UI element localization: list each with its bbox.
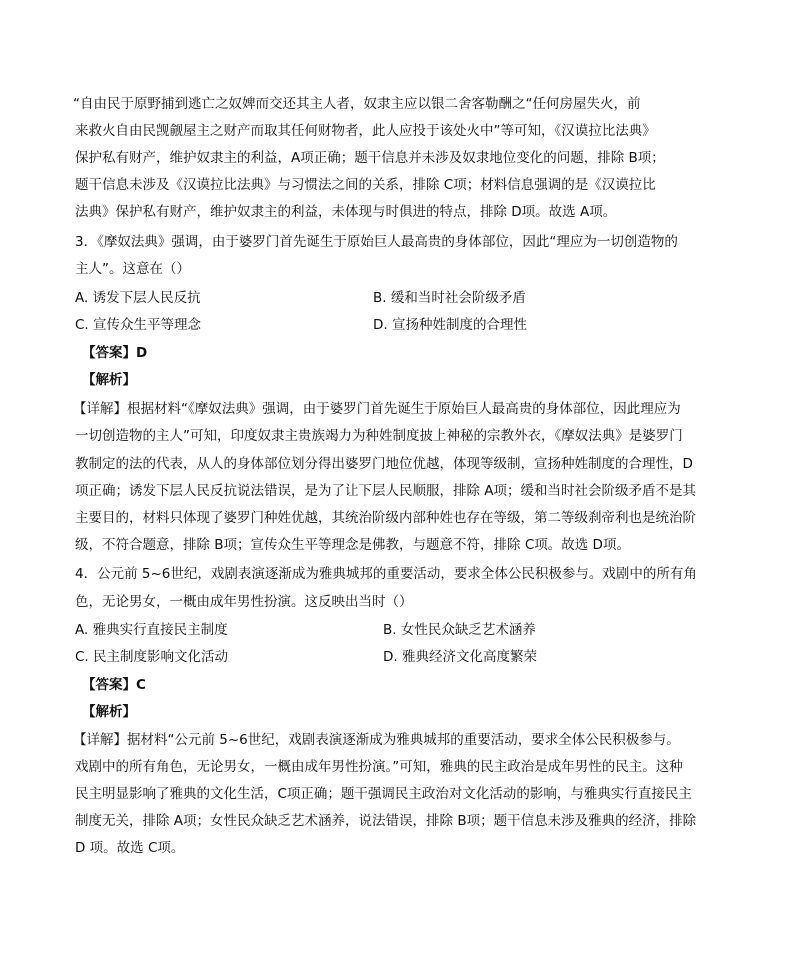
q4-stem-line-1: 4．公元前 5~6世纪，戏剧表演逐渐成为雅典城邦的重要活动，要求全体公民积极参与。戏剧中的所有角: [75, 566, 697, 582]
q3-analysis-line-5: 主要目的，材料只体现了婆罗门种姓优越，其统治阶级内部种姓也存在等级，第二等级刹帝利也是统治阶: [75, 510, 696, 526]
q4-analysis-line-5: D 项。故选 C项。: [75, 840, 185, 856]
q4-analysis-line-2: 戏剧中的所有角色，无论男女，一概由成年男性扮演。”可知，雅典的民主政治是成年男性的民主。这种: [75, 759, 683, 775]
q4-analysis-line-3: 民主明显影响了雅典的文化生活，C项正确；题干强调民主政治对文化活动的影响，与雅典实行直接民主: [75, 786, 692, 802]
intro-line-4: 题干信息未涉及《汉谟拉比法典》与习惯法之间的关系，排除 C项；材料信息强调的是《汉谟拉比: [75, 177, 656, 193]
q4-stem-line-2: 色，无论男女，一概由成年男性扮演。这反映出当时（）: [75, 594, 413, 610]
q3-analysis-line-3: 教制定的法的代表，从人的身体部位划分得出婆罗门地位优越，体现等级制，宣扬种姓制度的合理性，D: [75, 456, 693, 472]
intro-line-2: 来救火自由民觊觎屋主之财产而取其任何财物者，此人应投于该处火中”等可知，《汉谟拉比法典》: [75, 123, 656, 139]
q3-analysis-line-2: 一切创造物的主人”可知，印度奴隶主贵族竭力为种姓制度披上神秘的宗教外衣，《摩奴法典》是婆罗门: [75, 428, 683, 444]
q3-answer: 【答案】D: [82, 345, 148, 361]
q4-option-b: B. 女性民众缺乏艺术涵养: [383, 622, 536, 638]
q3-stem-line-1: 3．《摩奴法典》强调，由于婆罗门首先诞生于原始巨人最高贵的身体部位，因此“理应为一切创造物的: [75, 234, 678, 250]
q4-analysis-line-1: 【详解】据材料“公元前 5~6世纪，戏剧表演逐渐成为雅典城邦的重要活动，要求全体公民积极参与。: [73, 732, 680, 748]
intro-line-3: 保护私有财产，维护奴隶主的利益，A项正确；题干信息并未涉及奴隶地位变化的问题，排除 B项；: [75, 150, 665, 166]
q3-analysis-line-6: 级，不符合题意，排除 B项；宣传众生平等理念是佛教，与题意不符，排除 C项。故选 D项。: [75, 537, 630, 553]
q3-analysis-title: 【解析】: [82, 372, 136, 388]
q4-option-c: C. 民主制度影响文化活动: [75, 649, 229, 665]
intro-line-1: “自由民于原野捕到逃亡之奴婢而交还其主人者，奴隶主应以银二舍客勒酬之“任何房屋失火，前: [73, 96, 641, 112]
intro-line-5: 法典》保护私有财产，维护奴隶主的利益，未体现与时俱进的特点，排除 D项。故选 A项。: [75, 204, 617, 220]
q4-option-d: D. 雅典经济文化高度繁荣: [383, 649, 537, 665]
q3-option-d: D. 宣扬种姓制度的合理性: [373, 317, 527, 333]
q4-analysis-title: 【解析】: [82, 704, 136, 720]
q3-option-a: A. 诱发下层人民反抗: [75, 290, 201, 306]
q4-option-a: A. 雅典实行直接民主制度: [75, 622, 228, 638]
q3-analysis-line-1: 【详解】根据材料“《摩奴法典》强调，由于婆罗门首先诞生于原始巨人最高贵的身体部位，因此理应为: [73, 401, 681, 417]
q3-option-c: C. 宣传众生平等理念: [75, 317, 202, 333]
q3-analysis-line-4: 项正确；诱发下层人民反抗说法错误，是为了让下层人民顺服，排除 A项；缓和当时社会阶级矛盾不是其: [75, 483, 697, 499]
q3-option-b: B. 缓和当时社会阶级矛盾: [373, 290, 526, 306]
q3-stem-line-2: 主人”。这意在（）: [75, 261, 190, 277]
q4-answer: 【答案】C: [82, 677, 146, 693]
q4-analysis-line-4: 制度无关，排除 A项；女性民众缺乏艺术涵养，说法错误，排除 B项；题干信息未涉及雅典的经济，排除: [75, 813, 697, 829]
